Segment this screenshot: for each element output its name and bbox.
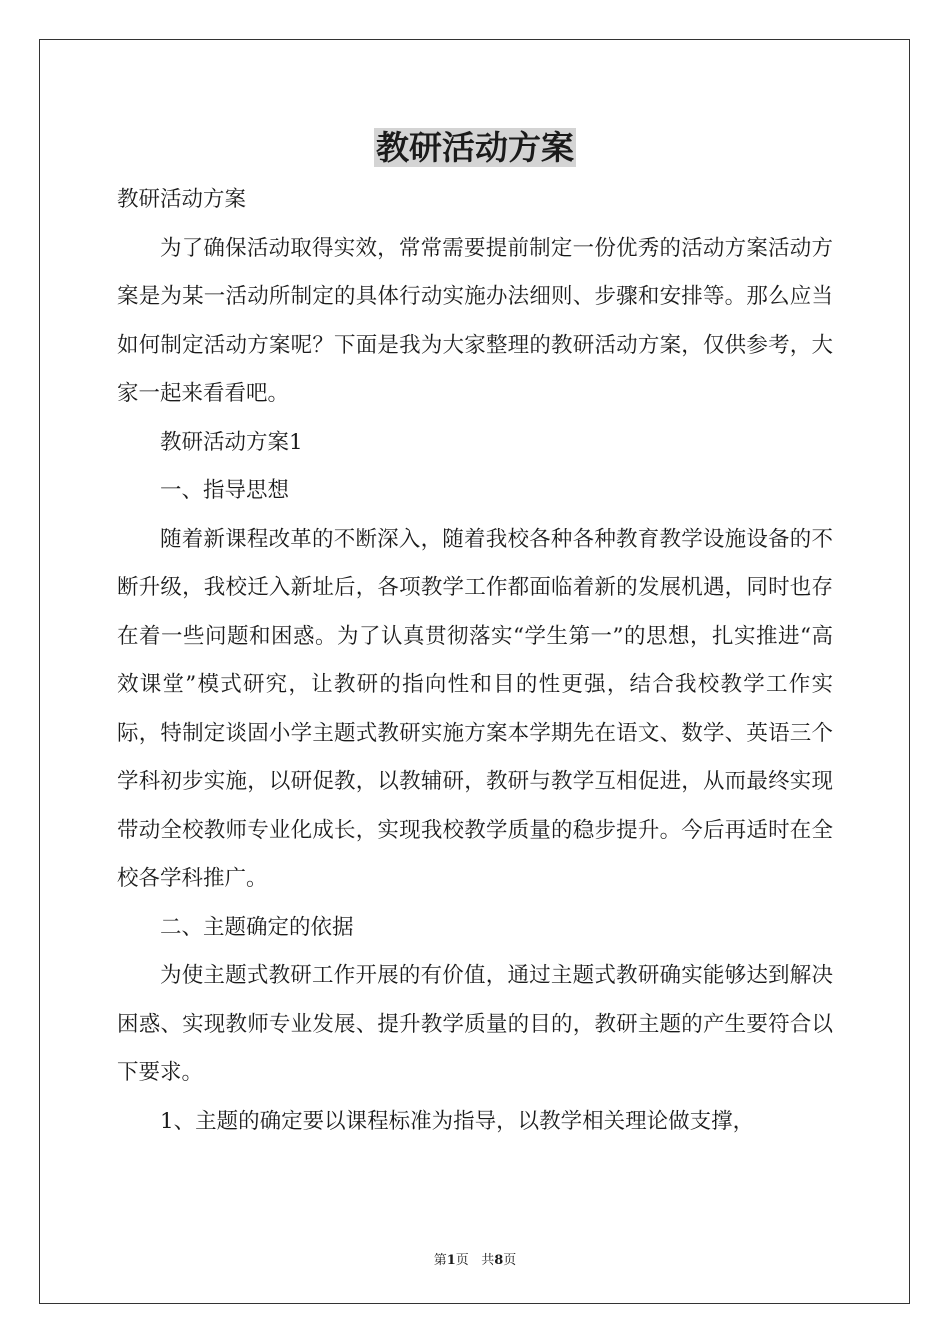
document-title: 教研活动方案 xyxy=(376,128,574,167)
footer-page-number: 1 xyxy=(446,1253,456,1268)
paragraph-intro: 为了确保活动取得实效，常常需要提前制定一份优秀的活动方案活动方案是为某一活动所制定的具体行动实施办法细则、步骤和安排等。那么应当如何制定活动方案呢？下面是我为大家整理的教研活动方案，仅供参考，大家一起来看看吧。 xyxy=(117,235,833,406)
section-heading-theme-basis: 二、主题确定的依据 xyxy=(160,914,354,940)
footer-total-suffix: 页 xyxy=(503,1253,517,1268)
footer-total-prefix: 共 xyxy=(481,1253,495,1268)
footer-page-prefix: 第 xyxy=(433,1253,447,1268)
document-title-wrap xyxy=(0,128,950,168)
list-item-1: 1、主题的确定要以课程标准为指导，以教学相关理论做支撑， xyxy=(160,1108,755,1134)
section-heading-plan-1: 教研活动方案1 xyxy=(160,429,303,455)
footer-page-suffix: 页 xyxy=(455,1253,469,1268)
paragraph-theme-basis: 为使主题式教研工作开展的有价值，通过主题式教研确实能够达到解决困惑、实现教师专业发展、提升教学质量的目的，教研主题的产生要符合以下要求。 xyxy=(117,963,833,1085)
paragraph-guiding-ideology: 随着新课程改革的不断深入，随着我校各种各种教育教学设施设备的不断升级，我校迁入新址后，各项教学工作都面临着新的发展机遇，同时也存在着一些问题和困惑。为了认真贯彻落实“学生第一”的思想，扎实推进“高效课堂”模式研究，让教研的指向性和目的性更强，结合我校教学工作实际，特制定谈固小学主题式教研实施方案本学期先在语文、数学、英语三个学科初步实施，以研促教，以教辅研，教研与教学互相促进，从而最终实现带动全校教师专业化成长，实现我校教学质量的稳步提升。今后再适时在全校各学科推广。 xyxy=(117,526,833,891)
section-heading-guiding-ideology: 一、指导思想 xyxy=(160,478,290,503)
footer-total-number: 8 xyxy=(494,1253,504,1268)
paragraph-subtitle: 教研活动方案 xyxy=(117,187,247,212)
page-footer xyxy=(0,1249,950,1268)
document-body xyxy=(117,176,833,1146)
